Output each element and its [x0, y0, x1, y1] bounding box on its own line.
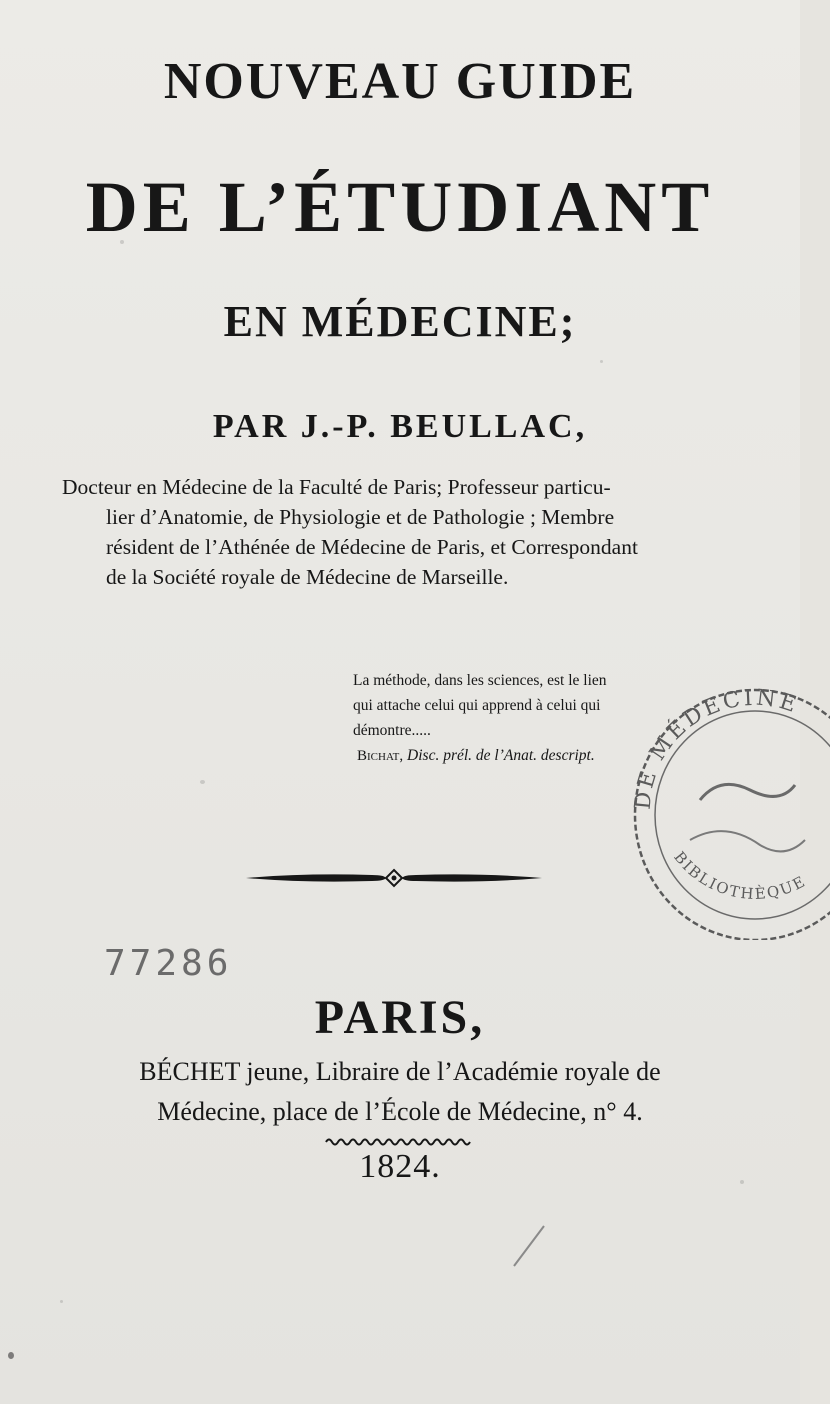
- publisher-line: Médecine, place de l’École de Médecine, n° 4.: [157, 1097, 643, 1126]
- paper-speck: [8, 1352, 14, 1359]
- epigraph-author: Bichat,: [357, 748, 404, 764]
- imprint-year: 1824.: [359, 1148, 441, 1185]
- epigraph-work: Disc. prél. de l’Anat. descript.: [407, 747, 595, 764]
- credentials-line: résident de l’Athénée de Médecine de Paris, et Correspondant: [106, 535, 638, 559]
- imprint-city: PARIS,: [314, 991, 486, 1044]
- title-line-2: DE L’ÉTUDIANT: [85, 167, 715, 247]
- stamp-text-top: DE MÉDECINE: [630, 685, 802, 811]
- credentials-line: lier d’Anatomie, de Physiologie et de Pathologie ; Membre: [106, 505, 615, 529]
- pencil-shelf-mark: 77286: [104, 943, 233, 984]
- epigraph-line: qui attache celui qui apprend à celui qui: [353, 697, 601, 714]
- title-line-3: EN MÉDECINE;: [223, 297, 577, 346]
- author-credentials: [62, 472, 722, 592]
- stamp-text-bottom: BIBLIOTHÈQUE: [670, 848, 810, 904]
- pencil-mark-icon: [508, 1222, 548, 1272]
- epigraph-line: démontre.....: [353, 722, 431, 739]
- author-line: PAR J.-P. BEULLAC,: [212, 408, 588, 445]
- epigraph-line: La méthode, dans les sciences, est le lien: [353, 672, 607, 689]
- divider-ornament-icon: [244, 866, 544, 890]
- library-stamp-icon: [630, 680, 830, 940]
- paper-speck: [600, 360, 603, 363]
- publisher-line: BÉCHET jeune, Libraire de l’Académie royale de: [139, 1057, 661, 1086]
- paper-speck: [60, 1300, 63, 1303]
- imprint-publisher: [0, 1052, 800, 1132]
- wavy-rule-icon: [326, 1136, 474, 1148]
- svg-text:DE MÉDECINE: [631, 686, 802, 811]
- credentials-line: de la Société royale de Médecine de Marseille.: [106, 565, 509, 589]
- paper-speck: [200, 780, 205, 784]
- credentials-line: Docteur en Médecine de la Faculté de Paris; Professeur particu-: [62, 475, 611, 499]
- title-line-1: NOUVEAU GUIDE: [163, 53, 637, 110]
